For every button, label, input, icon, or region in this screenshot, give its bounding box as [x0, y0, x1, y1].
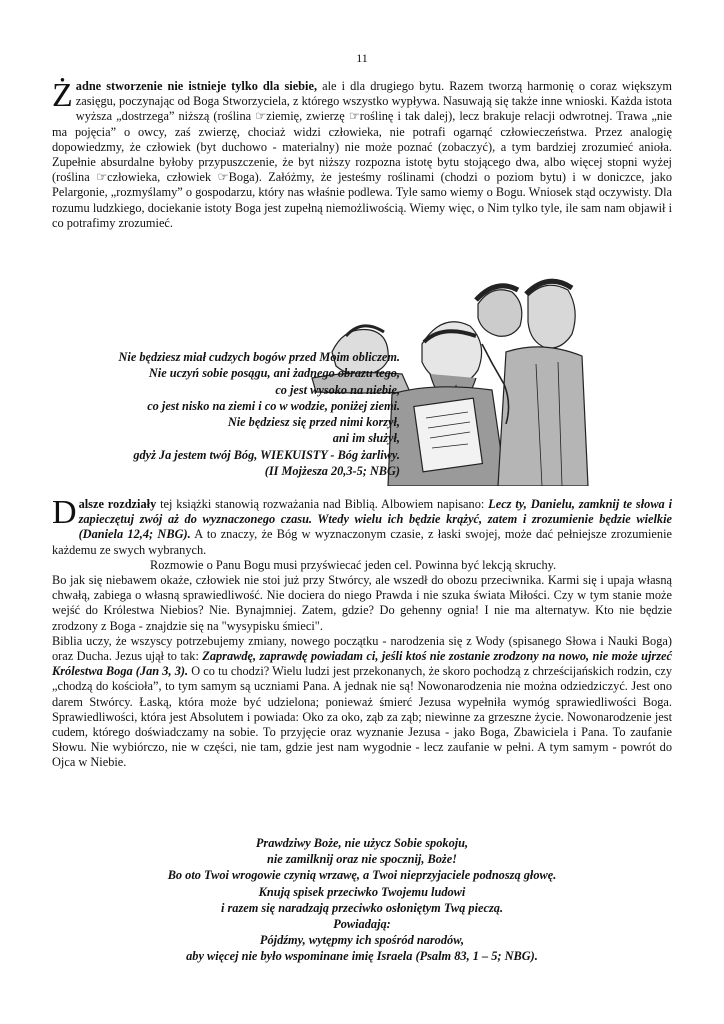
- paragraph-new-birth: [52, 634, 672, 771]
- quote-line: gdyż Ja jestem twój Bóg, WIEKUISTY - Bóg żarliwy.: [133, 447, 400, 462]
- intro-lead: adne stworzenie nie istnieje tylko dla siebie,: [75, 79, 318, 93]
- page-number: 11: [356, 51, 368, 65]
- quote-line: ani im służył,: [332, 431, 400, 446]
- section2-text: A to znaczy, że Bóg w wyznaczonym czasie, z łaski swojej, może dać pełniejsze zrozumienie każdemu ze swych wybranych.: [52, 527, 672, 557]
- quote-line: co jest nisko na ziemi i co w wodzie, poniżej ziemi.: [147, 398, 400, 413]
- psalm-quote: [52, 835, 672, 965]
- quote-line: co jest wysoko na niebie,: [275, 382, 400, 397]
- paragraph-enemy-camp: Bo jak się niebawem okaże, człowiek nie stoi już przy Stwórcy, ale wszedł do obozu przeciwnika. Karmi się i upaja własną chwałą, zabiega o własną sprawiedliwość. Nie dociera do niego Prawda i nie szuka świata Miłości. Czy w tym stanie może wejść do Królestwa Niebios? Nie. Bynajmniej. Zatem, gdzie? Do gehenny ognia! I nie ma alternatyw. Kto nie będzie zrodzony z Boga - znajdzie się na "wysypisku śmieci".: [52, 573, 672, 633]
- drop-cap-d: D: [52, 494, 77, 531]
- quote-line: Nie będziesz miał cudzych bogów przed Moim obliczem.: [118, 350, 400, 364]
- new-birth-text: Biblia uczy, że wszyscy potrzebujemy zmiany, nowego początku - narodzenia się z Wody (spisanego Słowa i Nauki Boga) oraz Ducha. Jezus ujął to tak:: [52, 633, 672, 664]
- drop-cap-z: Ż: [52, 77, 73, 114]
- psalm-line: Bo oto Twoi wrogowie czynią wrzawę, a Twoi nieprzyjaciele podnoszą głowę.: [167, 868, 557, 883]
- psalm-citation: aby więcej nie było wspominane imię Israela (Psalm 83, 1 – 5; NBG).: [186, 949, 538, 964]
- quote-citation: (II Mojżesza 20,3-5; NBG): [264, 464, 400, 479]
- psalm-line: i razem się naradzają przeciwko osłoniętym Twą pieczą.: [220, 900, 504, 915]
- intro-paragraph: [52, 79, 672, 231]
- paragraph-lesson: Rozmowie o Panu Bogu musi przyświecać jeden cel. Powinna być lekcją skruchy.: [150, 557, 557, 572]
- john-quote: Zaprawdę, zaprawdę powiadam ci, jeśli ktoś nie zostanie zrodzony na nowo, nie może ujrzeć Królestwa Boga (Jan 3, 3).: [52, 649, 672, 679]
- daniel-quote: Lecz ty, Danielu, zamknij te słowa i zapieczętuj zwój aż do wyznaczonego czasu. Wtedy wielu ich będzie krążyć, zatem i zrozumienie będzie wielkie (Daniela 12,4; NBG).: [78, 497, 673, 542]
- psalm-line: Pójdźmy, wytępmy ich spośród narodów,: [259, 933, 465, 948]
- section-two: [52, 494, 673, 771]
- intro-text: ale i dla drugiego bytu. Razem tworzą harmonię o coraz większym zasięgu, poczynając od Boga Stworzyciela, z którego wszystko wypływa. Nasuwają się także inne wnioski. Każda istota wyższa „dostrzega” niższą (roślina ☞ziemię, zwierzę ☞roślinę i tak dalej), lecz brakuje relacji odwrotnej. Trawa „nie ma pojęcia” o owcy, zaś zwierzę, chociaż widzi człowieka, nie potrafi ogarnąć człowieczeństwa. Przez analogię dopowiedzmy, że człowiek (byt duchowo - materialny) nie może poznać (zobaczyć), a tym bardziej zrozumieć anioła. Zupełnie absurdalne byłoby przypuszczenie, że byt niższy rozpozna istotę bytu stojącego dwa, albo więcej stopni wyżej (roślina ☞człowieka, człowiek ☞Boga). Załóżmy, że jesteśmy roślinami (chodzi o poziom bytu) i w doniczce, jako Pelargonie, „rozmyślamy” o gospodarzu, który nas właśnie podlewa. Tyle samo wiemy o Bogu. Wniosek stąd oczywisty. Dla rozumu ludzkiego, dociekanie istoty Boga jest zupełną niemożliwością. Wiemy więc, o Nim tylko tyle, ile sam nam objawił i co potrafimy zrozumieć.: [52, 79, 672, 230]
- psalm-line: Powiadają:: [333, 917, 391, 932]
- psalm-line: Knują spisek przeciwko Twojemu ludowi: [258, 884, 466, 899]
- section2-text: tej książki stanowią rozważania nad Biblią. Albowiem napisano:: [156, 497, 489, 511]
- section2-lead: alsze rozdziały: [78, 497, 157, 511]
- new-birth-text: O co tu chodzi? Wielu ludzi jest przekonanych, że skoro pochodzą z chrześcijańskich rodzin, czy „chodzą do kościoła”, to tym samym są uczniami Pana. A jednak nie są! Nowonarodzenia nie można odziedziczyć. Jest ono darem Stwórcy. Łaską, która może być udzielona; ponieważ śmierć Jezusa wypełniła wymóg sprawiedliwości Boga. Sprawiedliwości, która jest Absolutem i powiada: Oko za oko, ząb za ząb; niewinne za grzeszne życie. Nowonarodzenie jest cudem, którego doświadczamy na sobie. To przyjęcie oraz wyznanie Jezusa - jako Boga, Zbawiciela i Pana. To zaufanie Słowu. Nie wybiórczo, nie w części, nie tam, gdzie jest nam wygodnie - lecz zaufanie w pełni. A tym samym - powrót do Ojca w Niebie.: [52, 664, 672, 770]
- quote-line: Nie będziesz się przed nimi korzył,: [227, 415, 400, 430]
- psalm-line: Prawdziwy Boże, nie użycz Sobie spokoju,: [255, 836, 469, 850]
- quote-line: Nie uczyń sobie posągu, ani żadnego obrazu tego,: [148, 366, 400, 381]
- psalm-line: nie zamilknij oraz nie spocznij, Boże!: [267, 852, 457, 867]
- commandment-quote: [60, 349, 400, 479]
